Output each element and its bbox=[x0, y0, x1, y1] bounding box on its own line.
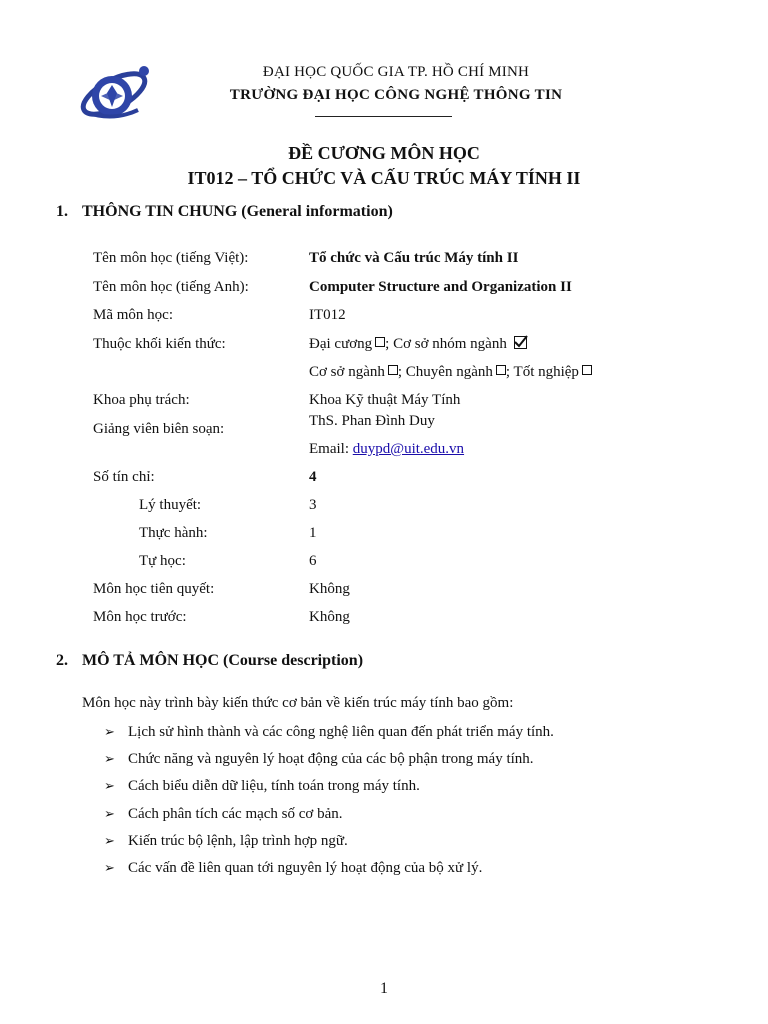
arrow-bullet-icon: ➢ bbox=[104, 861, 115, 876]
lecturer-email-link[interactable]: duypd@uit.edu.vn bbox=[352, 441, 465, 457]
knowledge-label: Thuộc khối kiến thức: bbox=[93, 336, 226, 352]
section-number: 2. bbox=[56, 652, 68, 669]
credits-value: 4 bbox=[309, 469, 317, 485]
knowledge-line-2 bbox=[309, 364, 592, 381]
credits-label: Số tín chỉ: bbox=[93, 469, 155, 485]
section-number: 1. bbox=[56, 203, 68, 220]
option-graduation-label: Tốt nghiệp bbox=[513, 364, 579, 380]
list-item bbox=[104, 860, 482, 877]
self-study-label: Tự học: bbox=[139, 553, 186, 569]
list-item bbox=[104, 806, 343, 823]
list-item-text: Chức năng và nguyên lý hoạt động của các bộ phận trong máy tính. bbox=[128, 751, 534, 767]
practice-value: 1 bbox=[309, 525, 317, 541]
description-intro: Môn học này trình bày kiến thức cơ bản về kiến trúc máy tính bao gồm: bbox=[82, 695, 514, 711]
lecturer-label: Giảng viên biên soạn: bbox=[93, 421, 225, 437]
school-name: TRƯỜNG ĐẠI HỌC CÔNG NGHỆ THÔNG TIN bbox=[229, 87, 563, 103]
section-general-info-heading bbox=[56, 203, 393, 221]
section-course-description-heading bbox=[56, 652, 363, 670]
option-specialized-label: Chuyên ngành bbox=[405, 364, 493, 380]
prerequisite-label: Môn học tiên quyết: bbox=[93, 581, 215, 597]
prerequisite-value: Không bbox=[309, 581, 350, 597]
faculty-label: Khoa phụ trách: bbox=[93, 392, 190, 408]
previous-course-value: Không bbox=[309, 609, 350, 625]
name-vi-label: Tên môn học (tiếng Việt): bbox=[93, 250, 249, 266]
practice-label: Thực hành: bbox=[139, 525, 208, 541]
arrow-bullet-icon: ➢ bbox=[104, 725, 115, 740]
code-label: Mã môn học: bbox=[93, 307, 173, 323]
course-title: IT012 – TỔ CHỨC VÀ CẤU TRÚC MÁY TÍNH II bbox=[187, 168, 581, 188]
separator: ; bbox=[505, 364, 514, 380]
faculty-value: Khoa Kỹ thuật Máy Tính bbox=[309, 392, 461, 408]
separator: ; bbox=[397, 364, 406, 380]
document-title: ĐỀ CƯƠNG MÔN HỌC bbox=[288, 143, 480, 163]
checkbox-graduation[interactable] bbox=[582, 365, 592, 375]
arrow-bullet-icon: ➢ bbox=[104, 834, 115, 849]
email-label: Email: bbox=[309, 441, 353, 457]
list-item-text: Kiến trúc bộ lệnh, lập trình hợp ngữ. bbox=[128, 833, 348, 849]
lecturer-email-line bbox=[309, 441, 464, 458]
checkbox-general[interactable] bbox=[375, 337, 385, 347]
checkbox-specialized[interactable] bbox=[496, 365, 506, 375]
option-group-base-label: Cơ sở nhóm ngành bbox=[393, 336, 507, 352]
list-item-text: Lịch sử hình thành và các công nghệ liên quan đến phát triển máy tính. bbox=[128, 724, 554, 740]
self-study-value: 6 bbox=[309, 553, 317, 569]
code-value: IT012 bbox=[309, 307, 346, 323]
previous-course-label: Môn học trước: bbox=[93, 609, 187, 625]
name-vi-value: Tổ chức và Cấu trúc Máy tính II bbox=[309, 250, 519, 266]
section-title: THÔNG TIN CHUNG (General information) bbox=[82, 203, 393, 220]
name-en-value: Computer Structure and Organization II bbox=[309, 279, 572, 295]
theory-value: 3 bbox=[309, 497, 317, 513]
arrow-bullet-icon: ➢ bbox=[104, 807, 115, 822]
list-item bbox=[104, 833, 348, 850]
checkbox-major-base[interactable] bbox=[388, 365, 398, 375]
section-title: MÔ TẢ MÔN HỌC (Course description) bbox=[82, 652, 364, 669]
checkbox-group-base-checked[interactable] bbox=[514, 336, 527, 349]
list-item bbox=[104, 778, 420, 795]
theory-label: Lý thuyết: bbox=[139, 497, 202, 513]
arrow-bullet-icon: ➢ bbox=[104, 779, 115, 794]
arrow-bullet-icon: ➢ bbox=[104, 752, 115, 767]
option-general-label: Đại cương bbox=[309, 336, 373, 352]
header-divider bbox=[315, 116, 452, 117]
knowledge-line-1 bbox=[309, 336, 527, 353]
separator: ; bbox=[385, 336, 394, 352]
list-item-text: Cách biểu diễn dữ liệu, tính toán trong máy tính. bbox=[128, 778, 420, 794]
list-item bbox=[104, 724, 554, 741]
name-en-label: Tên môn học (tiếng Anh): bbox=[93, 279, 249, 295]
page-number: 1 bbox=[380, 980, 388, 997]
option-major-base-label: Cơ sở ngành bbox=[309, 364, 385, 380]
list-item-text: Các vấn đề liên quan tới nguyên lý hoạt động của bộ xử lý. bbox=[128, 860, 483, 876]
list-item bbox=[104, 751, 534, 768]
checkmark-icon bbox=[514, 334, 528, 348]
list-item-text: Cách phân tích các mạch số cơ bản. bbox=[128, 806, 343, 822]
lecturer-name: ThS. Phan Đình Duy bbox=[309, 413, 435, 429]
university-name: ĐẠI HỌC QUỐC GIA TP. HỒ CHÍ MINH bbox=[262, 64, 530, 80]
